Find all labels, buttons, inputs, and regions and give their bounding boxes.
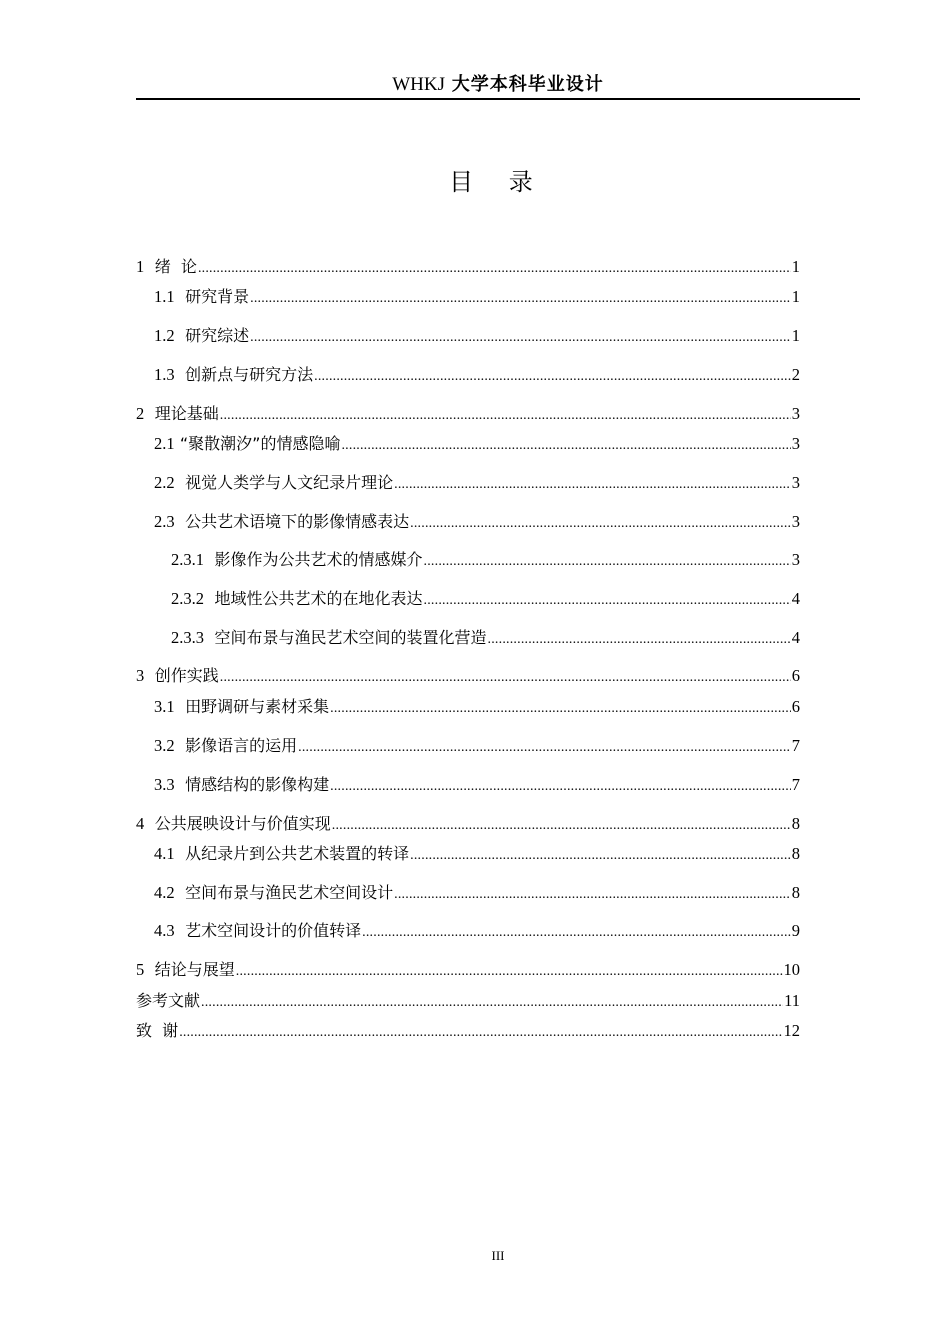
toc-entry-label: 致 谢 [136, 1021, 179, 1040]
toc-entry-page: 3 [791, 404, 800, 423]
toc-entry-separator [175, 882, 186, 904]
toc-entry-leader [341, 435, 790, 457]
toc-entry[interactable] [154, 735, 800, 757]
toc-entry-page: 12 [783, 1021, 800, 1040]
toc-entry[interactable] [136, 403, 800, 425]
toc-entry-leader [198, 258, 791, 280]
toc-entry[interactable] [136, 1020, 800, 1042]
toc-entry[interactable] [171, 588, 800, 610]
toc-entry-separator [175, 774, 186, 796]
toc-entry-number: 1.3 [154, 365, 175, 384]
toc-entry-separator [175, 920, 186, 942]
toc-entry-label: 空间布景与渔民艺术空间设计 [185, 883, 394, 902]
toc-entry-number: 4.2 [154, 883, 175, 902]
toc-entry-number: 1.2 [154, 326, 175, 345]
toc-entry-separator [175, 843, 186, 865]
toc-entry-separator [175, 511, 186, 533]
toc-entry[interactable] [154, 882, 800, 904]
toc-entry-separator [175, 364, 186, 386]
toc-entry-label: 研究综述 [185, 326, 250, 345]
toc-entry-separator [175, 735, 186, 757]
toc-entry-label: 创作实践 [154, 666, 219, 685]
toc-entry[interactable] [154, 286, 800, 308]
toc-entry-number: 5 [136, 960, 145, 979]
toc-entry-label: 地域性公共艺术的在地化表达 [214, 589, 423, 608]
toc-entry-page: 3 [791, 512, 800, 531]
toc-entry-leader [410, 845, 791, 867]
toc-entry-leader [410, 513, 791, 535]
toc-entry-separator [144, 256, 155, 278]
toc-entry-leader [298, 737, 791, 759]
toc-entry-label: 研究背景 [185, 287, 250, 306]
toc-entry-separator [175, 472, 186, 494]
toc-entry-label: 参考文献 [136, 991, 201, 1010]
toc-entry-page: 4 [791, 628, 800, 647]
toc-entry[interactable] [136, 665, 800, 687]
toc-entry-page: 3 [791, 434, 800, 453]
toc-entry-label: 空间布景与渔民艺术空间的装置化营造 [214, 628, 487, 647]
toc-entry[interactable] [154, 472, 800, 494]
toc-entry-page: 1 [791, 257, 800, 276]
toc-entry-page: 8 [791, 844, 800, 863]
toc-entry-page: 3 [791, 473, 800, 492]
toc-entry-page: 7 [791, 736, 800, 755]
toc-entry-separator [144, 665, 155, 687]
toc-entry-label: 绪 论 [154, 257, 197, 276]
toc-entry-leader [179, 1022, 782, 1044]
toc-entry-page: 1 [791, 326, 800, 345]
toc-entry-page: 9 [791, 921, 800, 940]
toc-entry-number: 1.1 [154, 287, 175, 306]
toc-entry-leader [314, 366, 791, 388]
toc-entry-separator [204, 549, 215, 571]
toc-entry-separator [204, 627, 215, 649]
toc-entry-number: 4 [136, 814, 145, 833]
toc-entry[interactable] [154, 433, 800, 455]
toc-entry-leader [424, 590, 791, 612]
toc-entry-leader [250, 327, 791, 349]
toc-entry-label: 影像作为公共艺术的情感媒介 [214, 550, 423, 569]
toc-entry[interactable] [136, 990, 800, 1012]
toc-entry-page: 6 [791, 666, 800, 685]
toc-entry-leader [250, 288, 791, 310]
toc-entry-leader [362, 922, 791, 944]
toc-entry-page: 8 [791, 883, 800, 902]
toc-entry-label: 影像语言的运用 [185, 736, 298, 755]
toc-entry-label: 理论基础 [154, 404, 219, 423]
toc-entry-number: 2.3.1 [171, 550, 204, 569]
toc-entry-number: 2.3.2 [171, 589, 204, 608]
toc-entry-leader [332, 815, 791, 837]
toc-entry-number: 1 [136, 257, 145, 276]
toc-entry-number: 3.2 [154, 736, 175, 755]
toc-entry[interactable] [154, 843, 800, 865]
toc-entry-number: 2.3 [154, 512, 175, 531]
toc-entry-separator [144, 403, 155, 425]
toc-entry-separator [144, 813, 155, 835]
toc-entry[interactable] [136, 959, 800, 981]
toc-entry[interactable] [136, 813, 800, 835]
page-header [136, 72, 860, 98]
toc-entry-label: 视觉人类学与人文纪录片理论 [185, 473, 394, 492]
toc-entry-number: 3.3 [154, 775, 175, 794]
toc-entry-label: 公共展映设计与价值实现 [154, 814, 331, 833]
toc-entry-page: 2 [791, 365, 800, 384]
toc-entry-number: 3 [136, 666, 145, 685]
toc-entry-separator [175, 696, 186, 718]
toc-entry-label: 公共艺术语境下的影像情感表达 [185, 512, 410, 531]
toc-entry[interactable] [154, 774, 800, 796]
toc-entry-label: 结论与展望 [154, 960, 235, 979]
toc-entry-leader [394, 884, 791, 906]
toc-entry[interactable] [154, 511, 800, 533]
toc-entry-separator [204, 588, 215, 610]
toc-entry-leader [220, 405, 791, 427]
toc-entry-number: 2.2 [154, 473, 175, 492]
toc-entry-leader [330, 698, 791, 720]
toc-entry-number: 4.3 [154, 921, 175, 940]
toc-title: 目 录 [449, 168, 547, 196]
toc-entry[interactable] [154, 325, 800, 347]
toc-entry[interactable] [154, 696, 800, 718]
toc-entry-label: 艺术空间设计的价值转译 [185, 921, 362, 940]
toc-entry-page: 6 [791, 697, 800, 716]
toc-entry-page: 11 [784, 991, 800, 1010]
toc-entry-leader [394, 474, 791, 496]
toc-entry[interactable] [171, 627, 800, 649]
toc-entry-number: 2.1 [154, 434, 175, 453]
toc-entry[interactable] [154, 920, 800, 942]
toc-entry-leader [488, 629, 791, 651]
toc-entry[interactable] [154, 364, 800, 386]
toc-entry-page: 3 [791, 550, 800, 569]
toc-entry-label: 创新点与研究方法 [185, 365, 314, 384]
toc-entry-leader [424, 551, 791, 573]
toc-entry[interactable] [136, 256, 800, 278]
toc-entry-page: 4 [791, 589, 800, 608]
toc-entry-label: 从纪录片到公共艺术装置的转译 [185, 844, 410, 863]
toc-entry-separator [144, 959, 155, 981]
toc-entry-label: “聚散潮汐”的情感隐喻 [179, 434, 341, 453]
toc-entry-page: 8 [791, 814, 800, 833]
toc-entry-number: 3.1 [154, 697, 175, 716]
toc-entry-number: 2 [136, 404, 145, 423]
page-number: III [491, 1248, 505, 1263]
toc-entry-leader [220, 667, 791, 689]
header-title: 大学本科毕业设计 [451, 74, 604, 95]
toc-entry-separator [175, 325, 186, 347]
toc-entry-page: 1 [791, 287, 800, 306]
header-latin: WHKJ [392, 74, 446, 95]
toc-entry-page: 10 [783, 960, 800, 979]
toc-entry-separator [175, 286, 186, 308]
toc-entry-leader [236, 961, 783, 983]
toc-entry-number: 4.1 [154, 844, 175, 863]
header-rule [136, 98, 860, 100]
toc-entry-label: 田野调研与素材采集 [185, 697, 330, 716]
toc-entry-number: 2.3.3 [171, 628, 204, 647]
toc-entry-leader [330, 776, 791, 798]
toc-entry-label: 情感结构的影像构建 [185, 775, 330, 794]
toc-entry[interactable] [171, 549, 800, 571]
toc-entry-leader [201, 992, 783, 1014]
toc-entry-page: 7 [791, 775, 800, 794]
